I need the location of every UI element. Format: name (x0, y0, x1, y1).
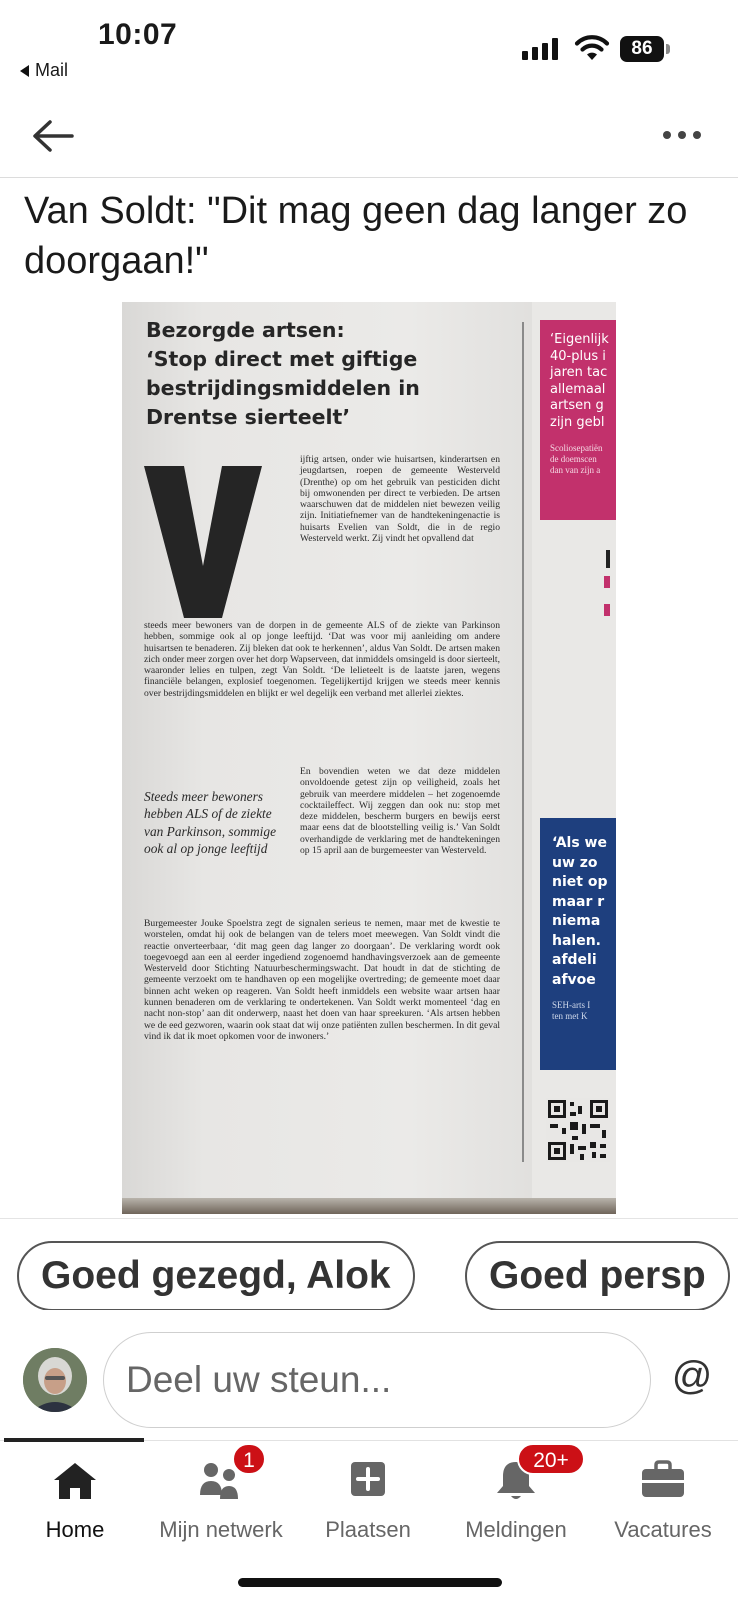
status-time: 10:07 (98, 18, 178, 51)
back-arrow-icon[interactable] (26, 114, 82, 158)
nav-post[interactable] (293, 1455, 443, 1565)
mention-at-icon[interactable]: @ (671, 1354, 713, 1398)
status-bar (0, 0, 738, 100)
active-tab-indicator (4, 1438, 144, 1442)
column-divider (522, 322, 524, 1162)
article-paragraph: ijftig artsen, onder wie huisartsen, kinderartsen en jeugdartsen, roepen de gemeente Westerveld (Drenthe) op om het gebruik van pesticiden dicht bij omwonenden per direct te verbieden. De artsen waarschuwen dat de middelen niet bewezen veilig zijn. Initiatiefnemer van de handtekeningenactie is huisarts Evelien van Soldt, die in de regio Westerveld werkt. Zij vindt het opvallend dat (300, 454, 500, 545)
article-body-section-1 (144, 620, 500, 699)
notification-badge: 20+ (517, 1443, 585, 1475)
back-to-mail-link[interactable] (20, 60, 68, 81)
bottom-navigation (0, 1440, 738, 1600)
article-paragraph: En bovendien weten we dat deze middelen onvoldoende getest zijn op veiligheid, zoals het gebruik van meerdere middelen – het zogenoemde cocktaileffect. Wij zeggen dan ook nu: stop met deze middelen, bescherm burgers en bewijs eerst maar eens dat de blootstelling veilig is.’ Van Soldt overhandigde de verklaring met de handtekeningen op 15 april aan de burgemeester van Westerveld. (300, 766, 500, 857)
battery-level: 86 (620, 36, 664, 62)
nav-label: Meldingen (465, 1517, 567, 1542)
newspaper-page (122, 302, 532, 1214)
article-paragraph: Burgemeester Jouke Spoelstra zegt de signalen serieus te nemen, maar met de kwestie te worstelen, omdat hij ook de belangen van de telers moet meewegen. Van Soldt vindt die reactie onverteerbaar, ‘dit mag geen dag langer zo doorgaan’. De verklaring wordt ook toegevoegd aan een al eerder ingediend zogenoemd handhavingsverzoek aan de gemeente Westerveld door Stichting Natuurbeschermingswacht. Dat houdt in dat de stichting de gemeente verzoekt om te handhaven op een mogelijke overtreding; de gemeente moet daar binnen acht weken op reageren. Van Soldt heeft inmiddels een website waar artsen haar kunnen benaderen om de verklaring te ondertekenen. Van Soldt werkt momenteel ‘dag en nacht non-stop’ aan dit onderwerp, naast het doen van haar spreekuren. ‘Als artsen hebben we de eed gezworen, waarin ook staat dat wij onze patiënten zullen beschermen. In dit geval vind ik dat ik moet opkomen voor de inwoners.’ (144, 918, 500, 1042)
nav-label: Vacatures (614, 1517, 712, 1542)
home-icon (50, 1459, 100, 1503)
nav-my-network[interactable] (146, 1449, 296, 1565)
newspaper-headline (146, 316, 446, 432)
sidebar-blue-box (540, 818, 616, 1070)
newspaper-photo[interactable] (122, 302, 616, 1214)
qr-code-icon (546, 1098, 610, 1162)
comment-input[interactable] (103, 1332, 651, 1428)
cellular-signal-icon (522, 38, 558, 60)
back-triangle-icon (20, 65, 29, 77)
home-indicator[interactable] (238, 1578, 502, 1587)
article-paragraph: steeds meer bewoners van de dorpen in de gemeente ALS of de ziekte van Parkinson hebben, sommige ook al op jonge leeftijd. ‘Dat was voor mij aanleiding om andere huisartsen te benaderen. Zij bleken dat ook te herkennen’, aldus Van Soldt. De artsen maken zich onder meer zorgen over het dorp Wapserveen, dat inmiddels omsingeld is door sierteelt, waaronder lelies en tulpen, zegt Van Soldt. ‘De lelieteelt is de laatste jaren, wegens financiële belangen, explosief toegenomen. Tegelijkertijd krijgen we steeds meer kennis over bestrijdingsmiddelen en blijkt er wel degelijk een verband met allerlei ziektes. (144, 620, 500, 699)
sidebar-pink-box (540, 320, 616, 520)
article-body-section-3 (144, 918, 500, 1042)
drop-cap-letter (144, 462, 262, 622)
article-body-intro (300, 454, 500, 544)
sidebar-marks (598, 550, 616, 810)
post-header (0, 100, 738, 178)
headline-line: Bezorgde artsen: (146, 318, 345, 342)
nav-label: Home (45, 1517, 105, 1542)
back-app-label: Mail (35, 60, 69, 80)
suggested-reply-chip[interactable]: Goed gezegd, Alok (17, 1241, 415, 1310)
more-options-icon[interactable] (654, 120, 710, 150)
photo-table-edge (122, 1198, 616, 1214)
post-plus-icon (343, 1459, 393, 1503)
pull-quote: Steeds meer bewoners hebben ALS of de ziekte van Parkinson, sommige ook al op jonge leeftijd (144, 789, 277, 856)
nav-label: Mijn netwerk (159, 1517, 283, 1542)
sidebar-blue-quote: ‘Als we uw zo niet op maar r niema halen. afdeli afvoe (552, 835, 608, 988)
notification-badge: 1 (232, 1443, 266, 1475)
user-avatar[interactable] (23, 1348, 87, 1412)
nav-notifications[interactable] (441, 1449, 591, 1565)
headline-line: ‘Stop direct met giftige (146, 347, 418, 371)
suggested-replies (0, 1218, 738, 1310)
article-body-section-2 (300, 766, 500, 856)
battery-cap (666, 44, 670, 54)
avatar-image (23, 1348, 87, 1412)
suggested-reply-chip[interactable]: Goed persp (465, 1241, 730, 1310)
comment-bar (0, 1318, 738, 1428)
nav-jobs[interactable] (588, 1455, 738, 1565)
headline-line: bestrijdingsmiddelen in (146, 376, 420, 400)
wifi-icon (574, 34, 610, 62)
headline-line: Drentse sierteelt’ (146, 405, 351, 429)
sidebar-pink-caption: Scoliosepatiën de doemscen dan van zijn a (550, 443, 603, 475)
briefcase-icon (638, 1459, 688, 1503)
sidebar-blue-caption: SEH-arts I ten met K (552, 1000, 591, 1021)
post-title: Van Soldt: "Dit mag geen dag langer zo doorgaan!" (24, 190, 688, 282)
nav-label: Plaatsen (325, 1517, 411, 1542)
sidebar-pink-quote: ‘Eigenlijk 40-plus i jaren tac allemaal artsen g zijn gebl (550, 332, 609, 430)
battery-indicator (620, 36, 670, 62)
nav-home[interactable] (0, 1455, 150, 1565)
